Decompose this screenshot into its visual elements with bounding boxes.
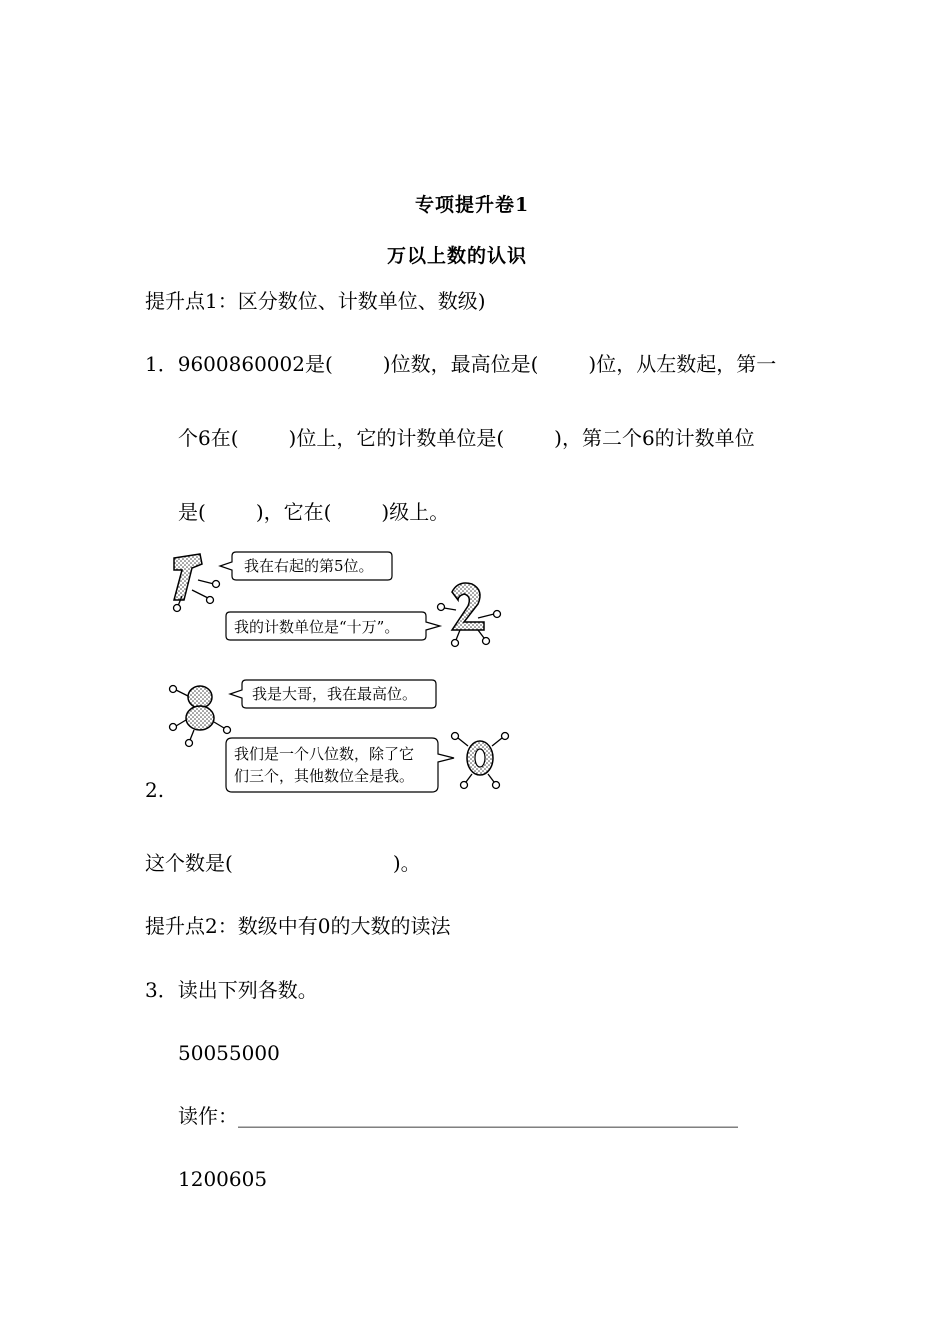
- bubble-eight-text: 我是大哥，我在最高位。: [252, 685, 418, 703]
- q1-text-3a: 是(: [178, 500, 206, 524]
- section-heading-1: 提升点1：区分数位、计数单位、数级): [145, 289, 486, 313]
- q1-text-1a: 1．9600860002是(: [145, 352, 333, 376]
- question-1-line-3: [178, 500, 449, 524]
- question-2-number: 2.: [145, 778, 165, 802]
- page-subtitle: 万以上数的认识: [387, 245, 528, 267]
- q1-text-2c: )，第二个6的计数单位: [554, 426, 755, 450]
- question-1-line-2: [178, 426, 755, 450]
- q1-text-3c: )级上。: [381, 500, 450, 524]
- speech-bubble-two: [226, 612, 440, 640]
- question-1-line-1: [145, 352, 776, 376]
- q1-text-3b: )，它在(: [255, 500, 332, 524]
- q3-read-answer-line[interactable]: __________________________________________________: [238, 1104, 738, 1128]
- q1-text-2a: 个6在(: [178, 426, 239, 450]
- bubble-seven-text: 我在右起的第5位。: [244, 557, 374, 575]
- q3-read-label: 读作：: [178, 1104, 238, 1128]
- question-3-read-row: [178, 1104, 738, 1128]
- speech-bubble-eight: [230, 680, 436, 708]
- q1-text-1c: )位，从左数起，第一: [588, 352, 777, 376]
- bubble-two-text: 我的计数单位是“十万”。: [234, 618, 400, 636]
- q1-text-2b: )位上，它的计数单位是(: [288, 426, 505, 450]
- digit-seven-character: [174, 554, 220, 612]
- speech-bubble-zero: [226, 738, 454, 792]
- q1-text-1b: )位数，最高位是(: [382, 352, 539, 376]
- question-3-number-1: 50055000: [178, 1041, 280, 1065]
- bubble-zero-text-line-2: 们三个，其他数位全是我。: [234, 767, 415, 785]
- speech-bubble-seven: [220, 552, 392, 580]
- bubble-zero-text-line-1: 我们是一个八位数，除了它: [234, 745, 415, 763]
- question-2-illustration: [160, 540, 520, 800]
- question-3-prompt: 3．读出下列各数。: [145, 978, 318, 1002]
- digit-eight-character: [170, 686, 231, 747]
- q2-answer-text-b: )。: [392, 851, 421, 875]
- digit-zero-character: [452, 733, 509, 789]
- digit-two-character: [438, 583, 501, 647]
- q2-answer-text-a: 这个数是(: [145, 851, 233, 875]
- question-3-number-2: 1200605: [178, 1167, 268, 1191]
- section-heading-2: 提升点2：数级中有0的大数的读法: [145, 914, 451, 938]
- question-2-answer-line: [145, 851, 421, 875]
- page-title: 专项提升卷1: [415, 194, 530, 216]
